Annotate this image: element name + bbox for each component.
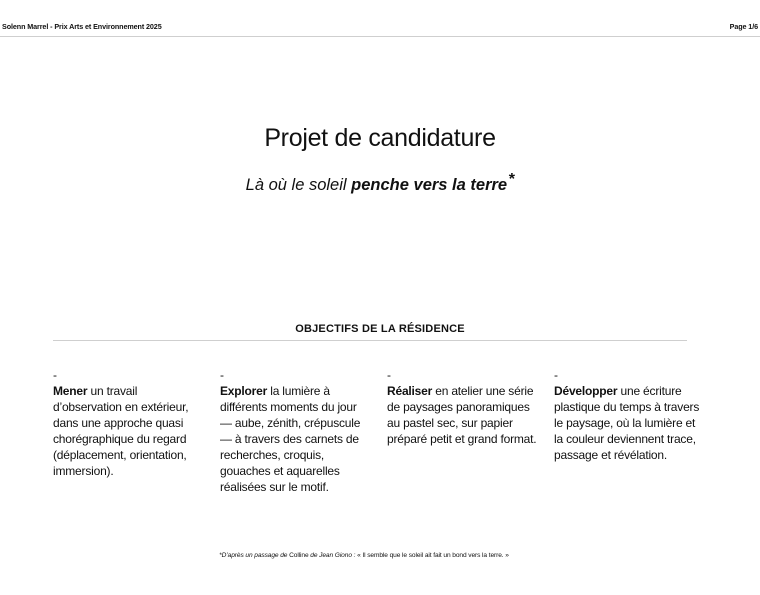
objective-dash: - bbox=[220, 368, 224, 382]
footnote-part-2: Colline bbox=[289, 552, 309, 559]
footnote-part-1: *D’après un passage de bbox=[219, 552, 290, 559]
objective-verb: Mener bbox=[53, 384, 88, 398]
subtitle-part-1: Là où le soleil bbox=[245, 176, 352, 194]
subtitle bbox=[0, 171, 760, 195]
objective-text: en atelier une série de paysages panoramiques au pastel sec, sur papier préparé petit et grand format. bbox=[387, 384, 537, 446]
subtitle-part-3: vers la terre bbox=[413, 176, 508, 194]
objective-1 bbox=[53, 367, 203, 479]
objective-4 bbox=[554, 367, 704, 463]
subtitle-part-2: penche bbox=[351, 176, 414, 194]
section-heading: OBJECTIFS DE LA RÉSIDENCE bbox=[295, 323, 465, 335]
objective-verb: Développer bbox=[554, 384, 618, 398]
section-divider bbox=[53, 340, 687, 341]
objective-verb: Réaliser bbox=[387, 384, 433, 398]
objective-2 bbox=[220, 367, 370, 495]
objective-dash: - bbox=[554, 368, 558, 382]
footnote-marker: * bbox=[508, 171, 515, 188]
objective-text: un travail d’observation en extérieur, dans une approche quasi chorégraphique du regard (déplacement, orientation, immersion). bbox=[53, 384, 189, 478]
footnote-part-3: de Jean Giono : bbox=[308, 552, 358, 559]
objective-verb: Explorer bbox=[220, 384, 268, 398]
objective-3 bbox=[387, 367, 537, 447]
page-title: Projet de candidature bbox=[264, 124, 496, 152]
footnote-part-4: « Il semble que le soleil ait fait un bond vers la terre. » bbox=[357, 552, 509, 559]
page-header bbox=[0, 0, 760, 37]
page-number: Page 1/6 bbox=[729, 22, 758, 31]
objective-text: une écriture plastique du temps à travers le paysage, où la lumière et la couleur deviennent trace, passage et révélation. bbox=[554, 384, 700, 462]
footnote bbox=[0, 552, 728, 559]
author-line: Solenn Marrel - Prix Arts et Environnement 2025 bbox=[2, 22, 162, 31]
objective-dash: - bbox=[387, 368, 391, 382]
objective-text: la lumière à différents moments du jour — aube, zénith, crépuscule — à travers des carnets de recherches, croquis, gouaches et aquarelles réalisées sur le motif. bbox=[220, 384, 361, 494]
objective-dash: - bbox=[53, 368, 57, 382]
